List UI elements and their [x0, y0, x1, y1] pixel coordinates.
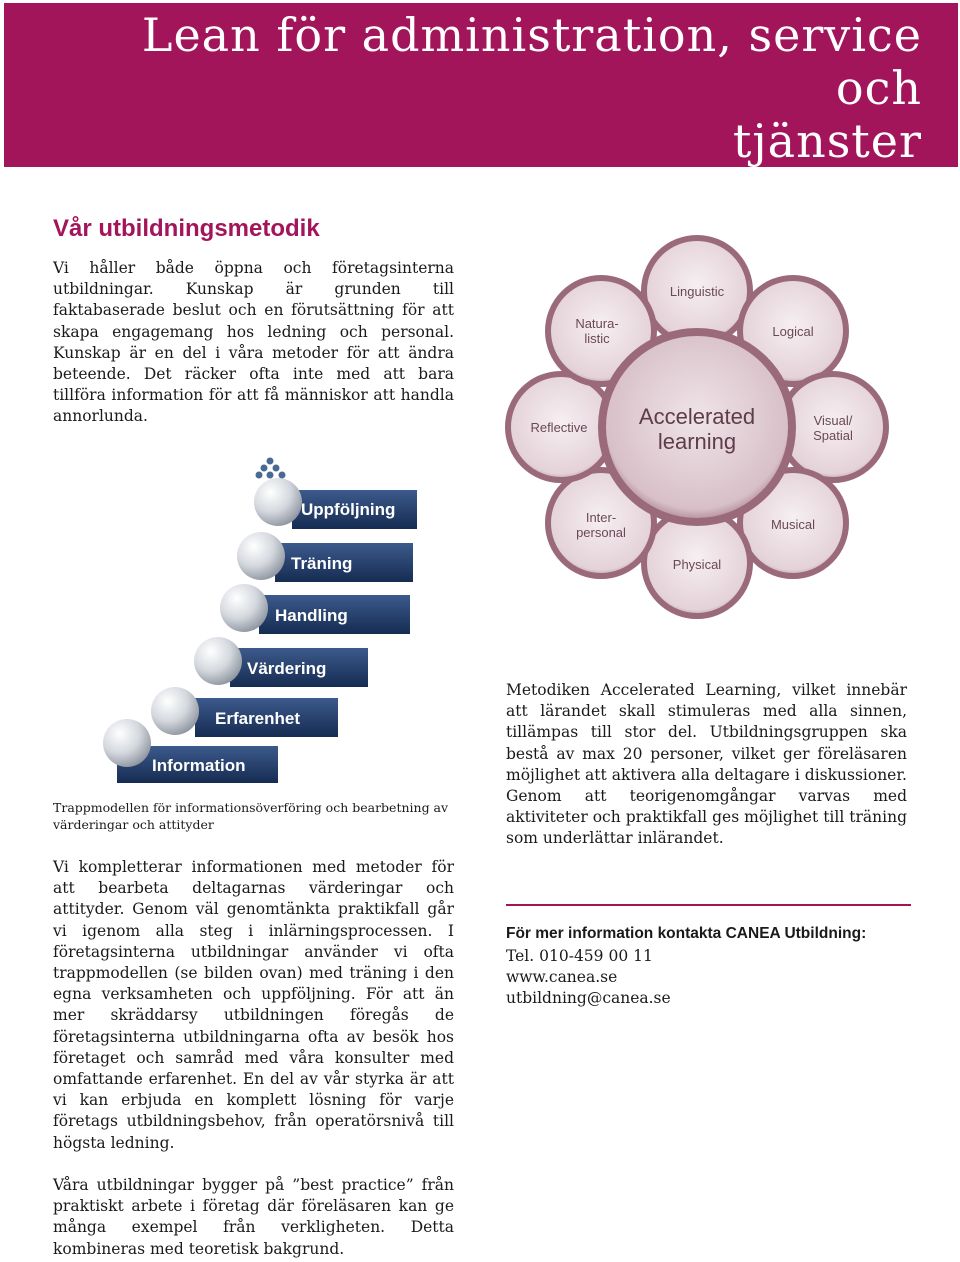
svg-text:Physical: Physical	[672, 557, 722, 572]
dots-icon	[256, 458, 286, 479]
step-label-uppfoljning: Uppföljning	[301, 500, 396, 519]
svg-text:Linguistic: Linguistic	[669, 284, 725, 299]
accelerated-learning-paragraph: Metodiken Accelerated Learning, vilket innebär att lärandet skall stimuleras med alla sinnen, tillämpas till stor del. Utbildningsgruppen ska bestå av max 20 personer, vilket ger föreläsaren möjlighet att aktivera alla deltagare i diskussioner. Genom att teorigenomgångar varvas med aktiviteter och praktikfall ges möjlighet till träning som underlättar inlärandet.	[506, 681, 907, 848]
step-6	[254, 478, 417, 529]
intro-paragraph: Vi håller både öppna och företagsinterna utbildningar. Kunskap är grunden till faktabaserade beslut och en förutsättning för att skapa engagemang hos ledning och personal. Kunskap är en del i våra metoder för att ändra beteende. Det räcker ofta inte med att bara tillföra information för att få människor att handla annorlunda.	[53, 259, 454, 426]
svg-text:Logical: Logical	[772, 324, 814, 339]
contact-email[interactable]: utbildning@canea.se	[506, 989, 671, 1007]
svg-text:personal: personal	[576, 525, 626, 540]
svg-text:Musical: Musical	[770, 517, 816, 532]
header-banner	[4, 3, 958, 167]
svg-text:Reflective: Reflective	[530, 420, 588, 435]
staircase-caption: Trappmodellen för informationsöverföring och bearbetning av värderingar och attityder	[53, 800, 449, 832]
step-5	[237, 532, 413, 582]
step-4	[220, 584, 410, 634]
page-title-line-2: tjänster	[732, 114, 922, 168]
step-label-traning: Träning	[291, 554, 353, 573]
page-title	[42, 9, 922, 168]
svg-text:Natura-: Natura-	[575, 316, 619, 331]
staircase-diagram	[95, 455, 430, 790]
section-heading: Vår utbildningsmetodik	[53, 215, 320, 242]
svg-text:Accelerated: Accelerated	[638, 404, 756, 429]
svg-text:Visual/: Visual/	[813, 413, 853, 428]
svg-text:Inter-: Inter-	[585, 510, 617, 525]
page-title-line-1: Lean för administration, service och	[141, 8, 922, 115]
best-practice-paragraph: Våra utbildningar bygger på ”best practice” från praktiskt arbete i företag där föreläsaren kan ge många exempel från verkligheten. Detta kombineras med teoretisk bakgrund.	[53, 1176, 454, 1258]
step-label-vardering: Värdering	[247, 659, 327, 678]
svg-text:learning: learning	[657, 429, 737, 454]
step-label-information: Information	[152, 756, 246, 775]
contact-phone: Tel. 010-459 00 11	[506, 947, 653, 965]
contact-website[interactable]: www.canea.se	[506, 968, 618, 986]
step-label-handling: Handling	[275, 606, 348, 625]
accelerated-learning-diagram	[500, 235, 920, 625]
step-2	[151, 687, 338, 737]
svg-text:Spatial: Spatial	[813, 428, 853, 443]
methods-paragraph: Vi kompletterar informationen med metoder för att bearbeta deltagarnas värderingar och attityder. Genom väl genomtänkta praktikfall går vi igenom alla steg i inlärningsprocessen. I företagsinterna utbildningar använder vi ofta trappmodellen (se bilden ovan) med träning i den egna verksamheten och uppföljning. För att än mer skräddarsy utbildningen föregås de företagsinterna utbildningarna ofta av besök hos företaget och samråd med våra konsulter med omfattande erfarenhet. En del av vår styrka är att vi kan erbjuda en komplett lösning för varje företags utbildningsbehov, från operatörsnivå till högsta ledning.	[53, 858, 454, 1152]
contact-heading: För mer information kontakta CANEA Utbildning:	[506, 925, 867, 942]
svg-text:listic: listic	[584, 331, 610, 346]
step-3	[194, 637, 368, 687]
step-label-erfarenhet: Erfarenhet	[215, 709, 301, 728]
contact-divider	[506, 904, 911, 906]
center-accelerated-learning	[602, 332, 792, 522]
